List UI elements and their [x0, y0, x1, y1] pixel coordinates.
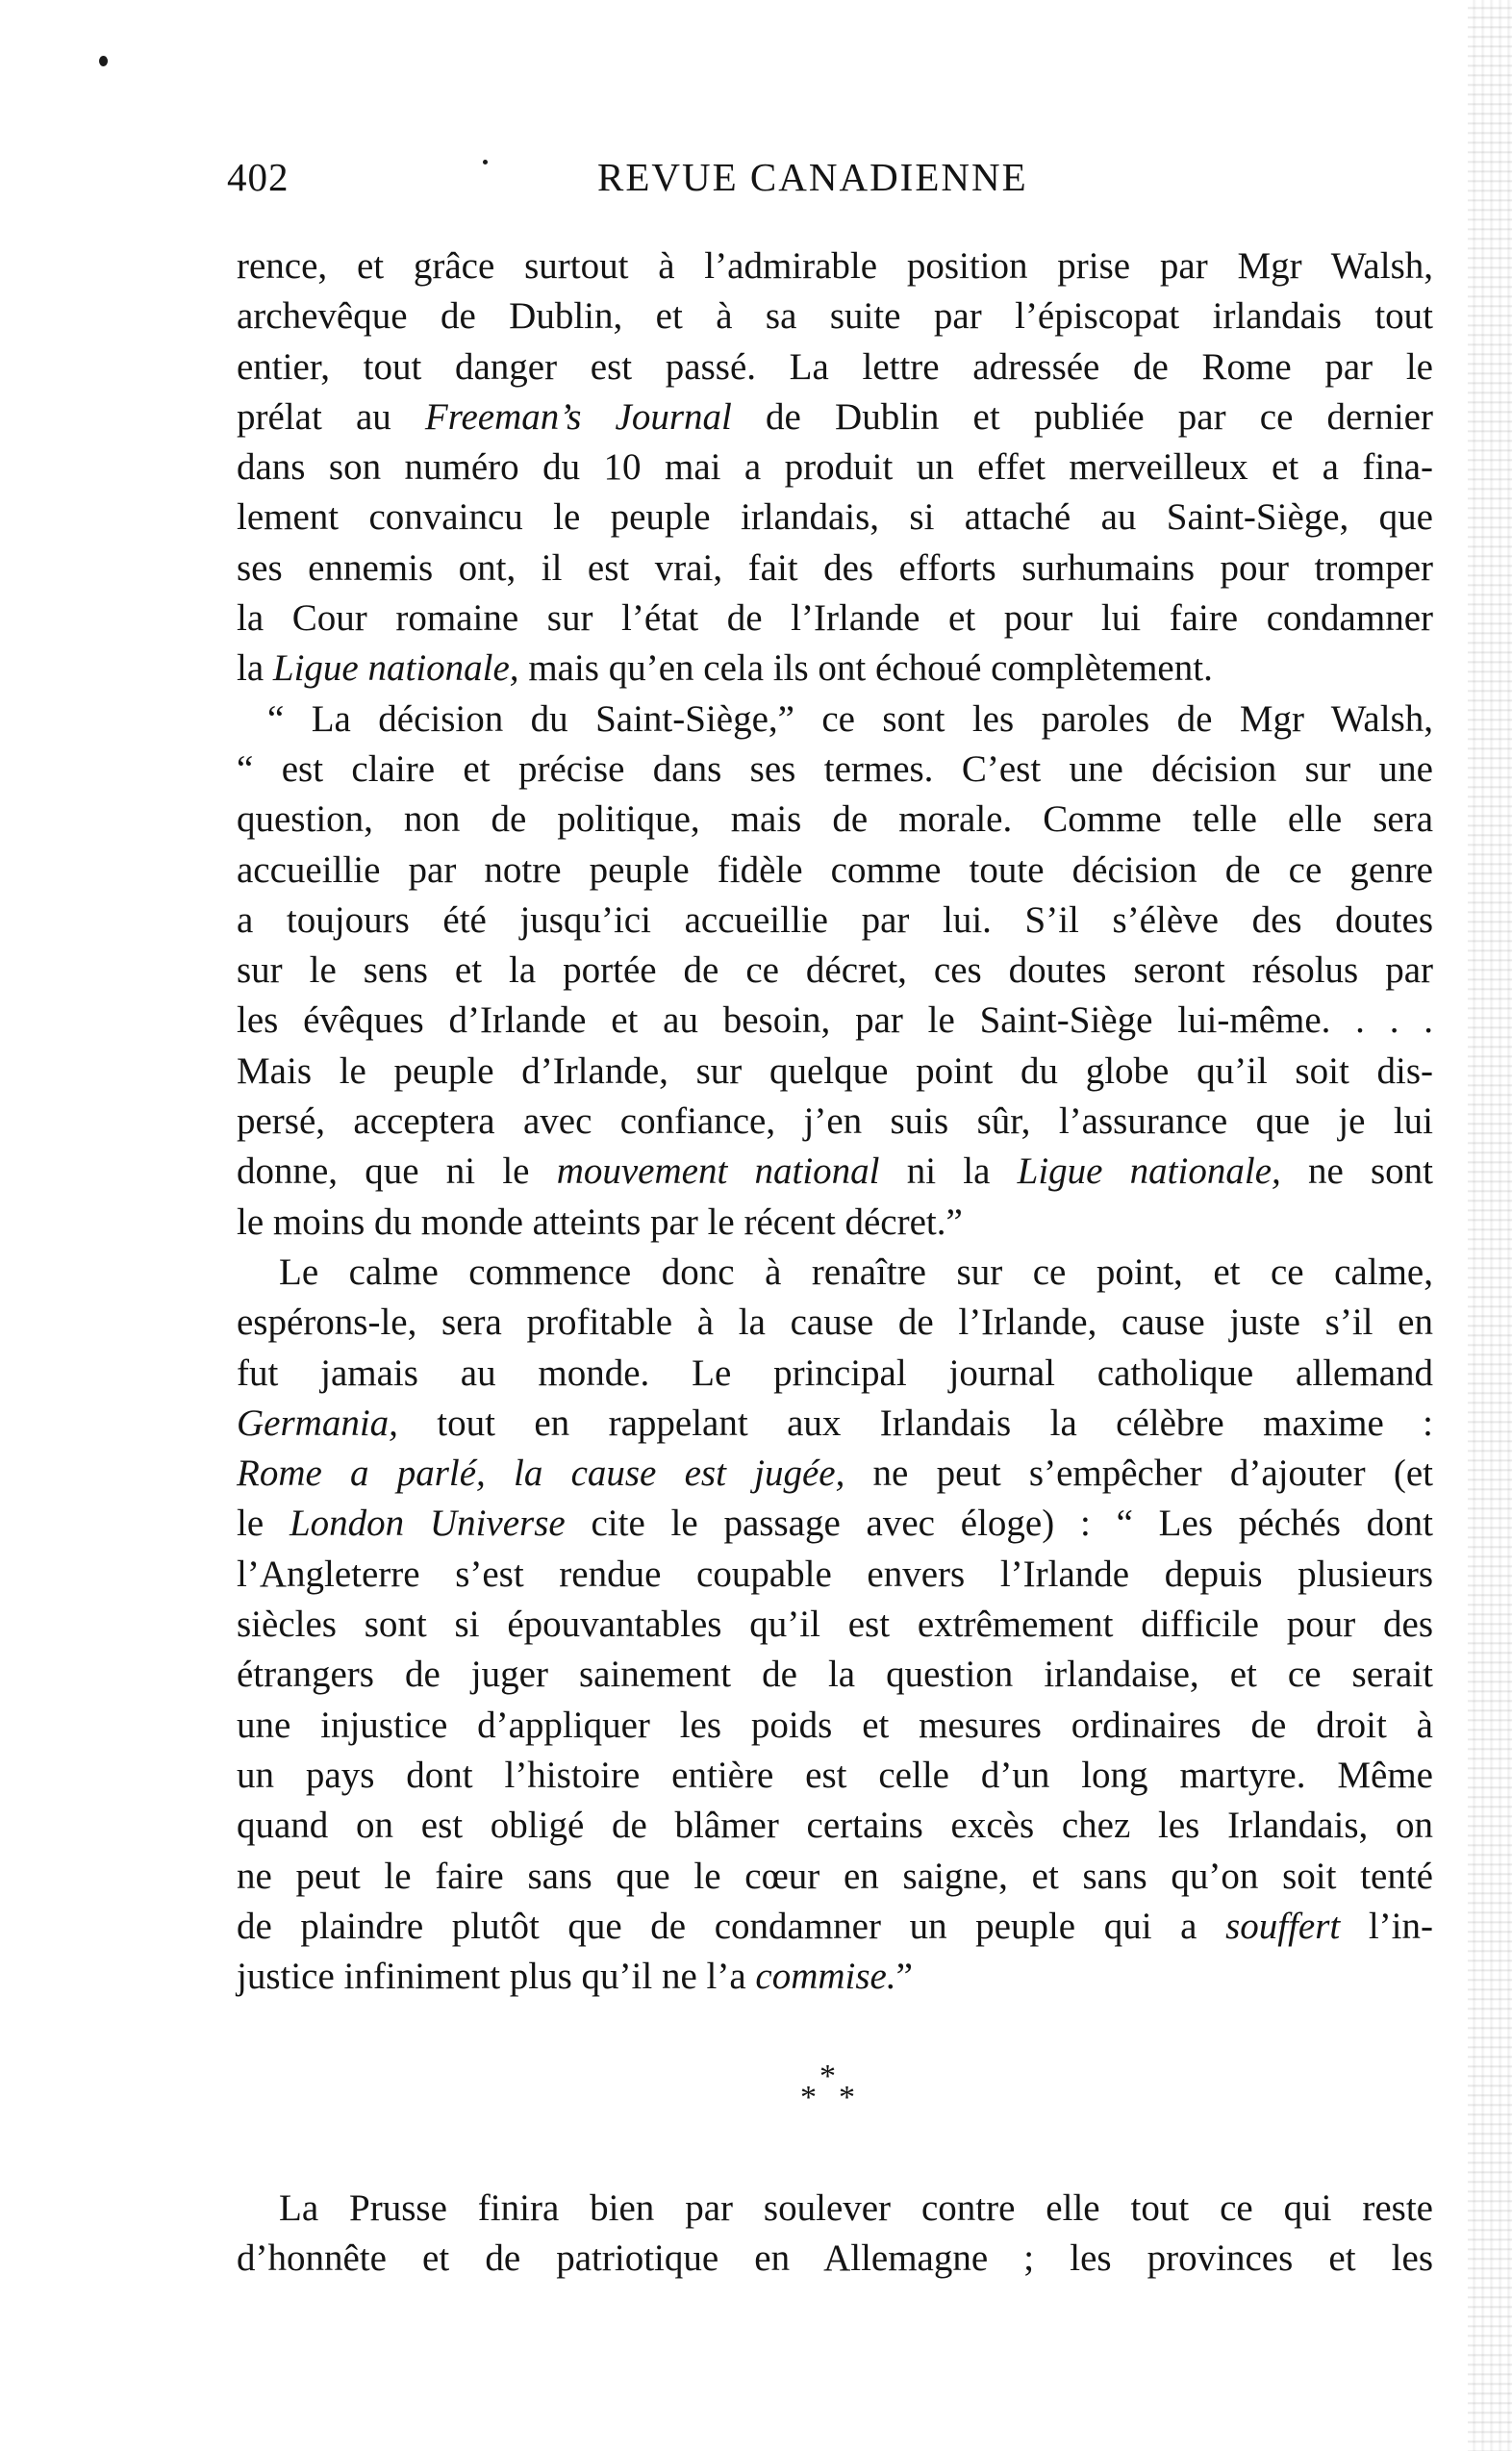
text-line: ses ennemis ont, il est vrai, fait des efforts surhumains pour tromper — [237, 546, 1433, 589]
italic-run: Ligue nationale, — [272, 647, 519, 690]
text-line: persé, acceptera avec confiance, j’en suis sûr, l’assurance que je lui — [237, 1100, 1433, 1143]
italic-run: mouvement national — [556, 1150, 880, 1193]
text-run: justice infiniment plus qu’il ne l’a — [237, 1956, 756, 1998]
italic-run: commise. — [755, 1956, 896, 1998]
scan-speck — [99, 56, 108, 66]
italic-run: Ligue nationale, — [1017, 1150, 1281, 1193]
text-line — [237, 392, 1433, 442]
text-run: prélat au — [237, 395, 425, 438]
text-line: étrangers de juger sainement de la question irlandaise, et ce serait — [237, 1654, 1433, 1696]
paragraph-3 — [237, 1248, 1433, 2002]
italic-run: Freeman’s Journal — [424, 395, 732, 438]
main-text — [237, 241, 1433, 2284]
text-line — [237, 1147, 1433, 1197]
text-line — [237, 1449, 1433, 1499]
text-line: dans son numéro du 10 mai a produit un effet merveilleux et a fina- — [237, 446, 1433, 489]
text-line: Le calme commence donc à renaître sur ce point, et ce calme, — [279, 1251, 1433, 1293]
text-line: un pays dont l’histoire entière est celle d’un long martyre. Même — [237, 1754, 1433, 1796]
asterisk: * — [800, 2079, 817, 2115]
text-run: la — [237, 647, 273, 690]
text-line — [237, 644, 1433, 694]
text-run: ne sont — [1280, 1150, 1434, 1193]
text-run: le — [237, 1503, 290, 1545]
running-title: REVUE CANADIENNE — [597, 155, 1028, 199]
paragraph-4 — [237, 2184, 1433, 2285]
asterisk: * — [819, 2058, 836, 2094]
text-line: sur le sens et la portée de ce décret, ces doutes seront résolus par — [237, 949, 1433, 992]
spacer — [237, 2149, 1433, 2184]
text-run: mais qu’en cela ils ont échoué complètement. — [518, 647, 1213, 690]
text-run: cite le passage avec éloge) : “ Les péchés dont — [565, 1503, 1433, 1545]
italic-run: Germania, — [237, 1402, 398, 1444]
text-run: donne, que ni le — [237, 1150, 557, 1193]
text-line: accueillie par notre peuple fidèle comme toute décision de ce genre — [237, 848, 1433, 891]
text-run: ” — [895, 1956, 913, 1998]
text-run: ne peut s’empêcher d’ajouter (et — [844, 1453, 1433, 1495]
text-run: de plaindre plutôt que de condamner un peuple qui a — [237, 1905, 1226, 1947]
spacer — [237, 2002, 1433, 2052]
text-line: siècles sont si épouvantables qu’il est extrêmement difficile pour des — [237, 1604, 1433, 1646]
text-line: espérons-le, sera profitable à la cause de l’Irlande, cause juste s’il en — [237, 1301, 1433, 1344]
text-line: lement convaincu le peuple irlandais, si attaché au Saint-Siège, que — [237, 496, 1433, 539]
text-line: une injustice d’appliquer les poids et mesures ordinaires de droit à — [237, 1704, 1433, 1746]
head-dot — [483, 160, 488, 164]
text-line: a toujours été jusqu’ici accueillie par lui. S’il s’élève des doutes — [237, 898, 1433, 941]
italic-run: Rome a parlé, la cause est jugée, — [237, 1453, 845, 1495]
text-line — [237, 1902, 1433, 1952]
text-run: ni la — [879, 1150, 1018, 1193]
asterisk: * — [839, 2079, 855, 2115]
asterism-separator — [237, 2053, 1433, 2149]
text-line: d’honnête et de patriotique en Allemagne ; les provinces et les — [237, 2236, 1433, 2279]
text-line: question, non de politique, mais de morale. Comme telle elle sera — [237, 798, 1433, 841]
text-line: l’Angleterre s’est rendue coupable envers l’Irlande depuis plusieurs — [237, 1553, 1433, 1595]
text-run: tout en rappelant aux Irlandais la célèbre maxime : — [397, 1402, 1433, 1444]
page-number: 402 — [227, 155, 290, 199]
text-line — [237, 1499, 1433, 1549]
text-line: Mais le peuple d’Irlande, sur quelque point du globe qu’il soit dis- — [237, 1049, 1433, 1092]
paragraph-2 — [237, 695, 1433, 1248]
text-line: ne peut le faire sans que le cœur en saigne, et sans qu’on soit tenté — [237, 1855, 1433, 1897]
text-line: entier, tout danger est passé. La lettre adressée de Rome par le — [237, 345, 1433, 388]
italic-run: souffert — [1225, 1905, 1341, 1947]
text-run: l’in- — [1340, 1905, 1433, 1947]
text-line — [237, 1399, 1433, 1449]
running-head — [227, 154, 1458, 212]
text-run: de Dublin et publiée par ce dernier — [731, 395, 1433, 438]
text-line — [237, 1952, 1433, 2002]
text-line: fut jamais au monde. Le principal journal catholique allemand — [237, 1352, 1433, 1394]
italic-run: London Universe — [289, 1503, 566, 1545]
text-line: quand on est obligé de blâmer certains excès chez les Irlandais, on — [237, 1805, 1433, 1847]
paragraph-1 — [237, 241, 1433, 695]
text-line: “ est claire et précise dans ses termes. C’est une décision sur une — [237, 747, 1433, 790]
scan-edge-noise — [1468, 0, 1512, 2451]
text-line: “ La décision du Saint-Siège,” ce sont les paroles de Mgr Walsh, — [267, 697, 1433, 740]
text-line: le moins du monde atteints par le récent décret.” — [237, 1200, 963, 1243]
text-line: la Cour romaine sur l’état de l’Irlande et pour lui faire condamner — [237, 597, 1433, 640]
text-line: les évêques d’Irlande et au besoin, par le Saint-Siège lui-même. . . . — [237, 999, 1433, 1042]
text-line: archevêque de Dublin, et à sa suite par l’épiscopat irlandais tout — [237, 295, 1433, 338]
text-line: La Prusse finira bien par soulever contre elle tout ce qui reste — [279, 2186, 1433, 2229]
text-line: rence, et grâce surtout à l’admirable position prise par Mgr Walsh, — [237, 245, 1433, 287]
